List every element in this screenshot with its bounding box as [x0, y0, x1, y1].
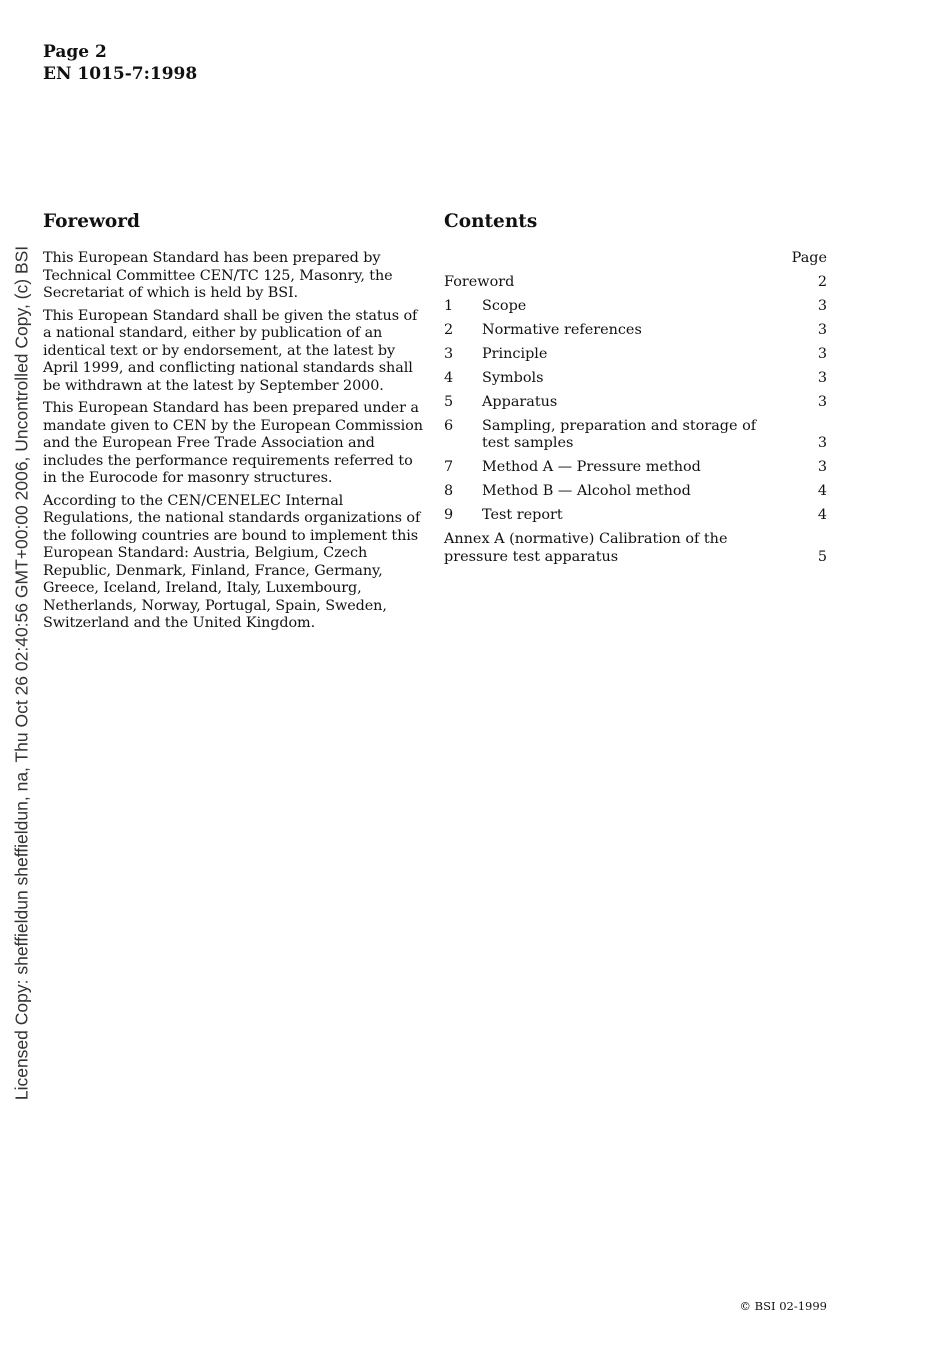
foreword-paragraph: This European Standard has been prepared under a mandate given to CEN by the European Commission and the European Free Trade Association and includes the performance requirements referred to in the Eurocode for masonry structures. [43, 400, 423, 486]
toc-entry-title: Principle [482, 345, 548, 362]
toc-entry[interactable] [444, 459, 827, 477]
page-header [43, 41, 197, 85]
foreword-title: Foreword [43, 211, 140, 232]
toc-entry-page: 2 [817, 273, 827, 290]
toc-list [444, 274, 827, 567]
toc-entry-page: 3 [817, 435, 827, 451]
toc-entry-number: 1 [444, 297, 454, 314]
toc-entry-number: 4 [444, 369, 454, 386]
toc-entry-title: Foreword [444, 273, 515, 290]
copyright-footer: © BSI 02-1999 [739, 1299, 827, 1313]
toc-entry-page: 4 [817, 507, 827, 523]
toc-entry[interactable] [444, 507, 827, 525]
toc-entry-page: 5 [817, 548, 827, 565]
toc-entry-number: 5 [444, 393, 454, 410]
license-watermark: Licensed Copy: sheffieldun sheffieldun, na, Thu Oct 26 02:40:56 GMT+00:00 2006, Uncontrolled Copy, (c) BSI [11, 245, 32, 1101]
toc-entry-title: Symbols [482, 369, 544, 386]
toc-entry[interactable] [444, 298, 827, 316]
toc-entry-number: 9 [444, 507, 454, 523]
toc-entry-page: 3 [817, 297, 827, 314]
toc-entry-page: 3 [817, 345, 827, 362]
toc-entry-title: Test report [482, 507, 563, 523]
toc-entry[interactable] [444, 394, 827, 412]
contents-section [444, 210, 827, 573]
foreword-paragraph: This European Standard has been prepared by Technical Committee CEN/TC 125, Masonry, the Secretariat of which is held by BSI. [43, 250, 393, 301]
toc-entry[interactable] [444, 418, 827, 453]
foreword-paragraph: According to the CEN/CENELEC Internal Regulations, the national standards organizations of the following countries are bound to implement this European Standard: Austria, Belgium, Czech Republic, Denmark, Finland, France, Germany, Greece, Iceland, Ireland, Italy, Luxembourg, Netherlands, Norway, Portugal, Spain, Sweden, Switzerland and the United Kingdom. [43, 492, 421, 631]
toc-entry-title: Scope [482, 297, 527, 314]
toc-entry[interactable] [444, 483, 827, 501]
toc-entry-title: Method A — Pressure method [482, 459, 701, 475]
toc-entry-page: 3 [817, 369, 827, 386]
toc-entry-number: 3 [444, 345, 454, 362]
toc-entry-number: 8 [444, 483, 454, 499]
toc-entry[interactable] [444, 274, 827, 292]
toc-entry-title: Annex A (normative) Calibration of the pressure test apparatus [444, 531, 728, 565]
contents-title: Contents [444, 211, 538, 232]
toc-entry-page: 3 [817, 393, 827, 410]
toc-entry-number: 6 [444, 417, 454, 434]
toc-entry-number: 2 [444, 321, 454, 338]
toc-entry-page: 4 [817, 483, 827, 499]
toc-entry[interactable] [444, 322, 827, 340]
toc-entry[interactable] [444, 346, 827, 364]
toc-entry-title: Sampling, preparation and storage of test samples [482, 417, 757, 451]
toc-entry-title: Apparatus [482, 393, 558, 410]
toc-entry-title: Method B — Alcohol method [482, 483, 691, 499]
toc-entry-page: 3 [817, 321, 827, 338]
toc-entry[interactable] [444, 370, 827, 388]
page-column-label: Page [791, 250, 827, 266]
page-number: Page 2 [43, 42, 107, 62]
document-id: EN 1015-7:1998 [43, 64, 198, 84]
toc-entry[interactable] [444, 531, 827, 566]
foreword-section [43, 210, 428, 638]
toc-entry-title: Normative references [482, 321, 642, 338]
foreword-paragraph: This European Standard shall be given the status of a national standard, either by publication of an identical text or by endorsement, at the latest by April 1999, and conflicting national standards shall be withdrawn at the latest by September 2000. [43, 307, 418, 394]
toc-entry-page: 3 [817, 459, 827, 475]
toc-entry-number: 7 [444, 459, 454, 475]
